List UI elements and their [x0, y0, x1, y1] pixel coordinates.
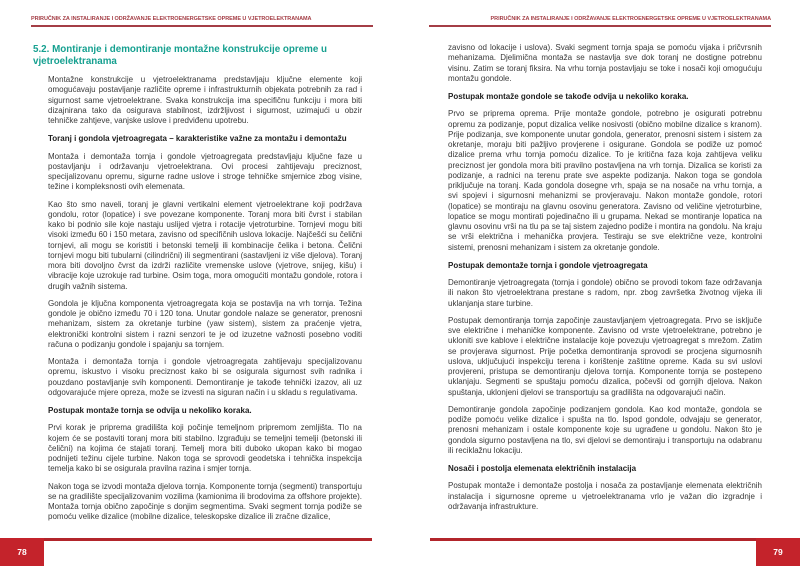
- running-head-left: PRIRUČNIK ZA INSTALIRANJE I ODRŽAVANJE ELEKTROENERGETSKE OPREME U VJETROELEKTRANAMA: [31, 16, 373, 27]
- paragraph: Nakon toga se izvodi montaža djelova tornja. Komponente tornja (segmenti) transportuju se na gradilište specijalizovanim vozilima (kamionima ili brodovima za offshore projekte). Montaža tornja obično započinje s donjim segmentima. Svaki segment tornja podiže se pomoću velike dizalice (mobilne dizalice, teleskopske dizalice ili zračne dizalice,: [48, 481, 362, 522]
- paragraph: Kao što smo naveli, toranj je glavni vertikalni element vjetroelektrane koji podržava gondolu, rotor (lopatice) i sve povezane komponente. Toranj mora biti čvrst i stabilan kako bi podnio sile koje nastaju uslijed vjetra i rotacije vjetroturbine. Tornjevi mogu biti visoki između 60 i 150 metara, zavisno od specifičnih uslova lokacije. Najčešći su čelični tornjevi, ali mogu se koristiti i betonski temelji ili kombinacije čelika i betona. Čelični tornjevi mogu biti tubularni (cilindrični) ili segmentirani (sastavljeni iz više djelova). Toranj mora biti dovoljno čvrst da izdrži različite vremenske uslove (vjetrove, snijeg, kišu) i vibracije koje uzrokuje rad turbine. Osim toga, mora omogućiti montažu gondole, rotora i drugih važnih sistema.: [48, 199, 362, 291]
- subheading: Postupak demontaže tornja i gondole vjetroagregata: [448, 260, 648, 270]
- page-right: [429, 16, 771, 512]
- paragraph: zavisno od lokacije i uslova). Svaki segment tornja spaja se pomoću vijaka i pričvrsnih mehanizama. Djelimična montaža se nastavlja sve dok toranj ne dostigne potrebnu visinu. Zatim se toranj fiksira. Na vrhu tornja postavljaju se toke i nosači koji omogućuju montažu gondole.: [448, 43, 762, 83]
- footer-rule-right: [430, 538, 757, 541]
- page-number-badge-left: 78: [0, 538, 44, 566]
- page-left: [31, 16, 373, 523]
- footer-rule-left: [44, 538, 372, 541]
- page-body-right: [429, 43, 771, 512]
- page-number-badge-right: 79: [756, 538, 800, 566]
- paragraph: Demontiranje vjetroagregata (tornja i gondole) obično se provodi tokom faze održavanja ili nakon što vjetroelektrana prestane s radom, npr. zbog završetka životnog vijeka ili uklanjanja stare turbine.: [448, 278, 762, 308]
- subheading: Toranj i gondola vjetroagregata – karakteristike važne za montažu i demontažu: [48, 134, 347, 144]
- page-body-left: [31, 75, 373, 523]
- running-head-right: PRIRUČNIK ZA INSTALIRANJE I ODRŽAVANJE ELEKTROENERGETSKE OPREME U VJETROELEKTRANAMA: [429, 16, 771, 27]
- section-title: 5.2. Montiranje i demontiranje montažne konstrukcije opreme u vjetroelektranama: [33, 44, 327, 67]
- paragraph: Postupak montaže i demontaže postolja i nosača za postavljanje elemenata električnih instalacija i sigurnosne opreme u vjetroelektranama vrlo je važan dio izgradnje i održavanja infrastrukture.: [448, 481, 762, 511]
- paragraph: Montaža i demontaža tornja i gondole vjetroagregata predstavljaju ključne faze u postavljanju i održavanju vjetroelektrana. Ovi procesi zahtijevaju preciznost, specijalizovanu opremu, sigurne radne uslove i stroge tehničke smjernice zbog visine, težine i kompleksnosti ovih elemenata.: [48, 151, 362, 192]
- paragraph: Montažne konstrukcije u vjetroelektranama predstavljaju ključne elemente koji omogućavaju postavljanje različite opreme i infrastrukturnih objekata potrebnih za rad i sigurnost same vjetroelektrane. Svaka konstrukcija ima specifičnu funkciju i mora biti dizajnirana tako da osigurava stabilnost, izdržljivost i sigurnost, uzimajući u obzir tehničke zahtjeve, vanjske uslove i predviđenu upotrebu.: [48, 75, 362, 126]
- paragraph: Prvi korak je priprema gradilišta koji počinje temeljnom pripremom zemljišta. Tlo na kojem će se postaviti toranj mora biti stabilno. Izgrađuju se temeljni temelji (betonski ili čelični) na kojima će stajati toranj. Temelj mora biti duboko ukopan kako bi mogao podnijeti težinu cijele turbine. Nakon toga se sprovodi geodetska i tehnička inspekcija temelja kako bi se osigurala pravilna razina i smjer tornja.: [48, 423, 362, 474]
- subheading: Postupak montaže gondole se takođe odvija u nekoliko koraka.: [448, 92, 689, 101]
- paragraph: Gondola je ključna komponenta vjetroagregata koja se postavlja na vrh tornja. Težina gondole je obično između 70 i 120 tona. Unutar gondole nalaze se generator, prenosni mehanizam, sistem za okretanje turbine (yaw sistem), sistem za praćenje vjetra, elektronički kontrolni sistem i razni senzori te je od izuzetne važnosti posebno voditi računa o podizanju gondole i spajanju sa tornjem.: [48, 298, 362, 349]
- paragraph: Postupak demontiranja tornja započinje zaustavljanjem vjetroagregata. Prvo se isključe sve električne i mehaničke komponente. Zavisno od vrste vjetroelektrane, potrebno je ukloniti sve kablove i električne instalacije koje povezuju vjetroagregat s mrežom. Zatim se provjerava sigurnost. Prije početka demontiranja sprovodi se procjena sigurnosnih uslova, uključujući inspekciju terena i korištenje zaštitne opreme. Kada su svi uslovi provjereni, pristupa se demontiranju djelova tornja. Komponente tornja se postepeno uklanjaju. Segmenti se spuštaju pomoću dizalica, počevši od gornjih djelova. Nakon spuštanja, uklonjeni djelovi se transportuju sa gradilišta na odgovarajući način.: [448, 315, 762, 397]
- paragraph: Demontiranje gondola započinje podizanjem gondola. Kao kod montaže, gondola se podiže pomoću velike dizalice i spušta na tlo. Ispod gondole, odvajaju se generator, prenosni mehanizam i ostale komponente koje su ugrađene u gondolu. Nakon što je gondola sigurno postavljena na tlo, svi djelovi se demontiraju i transportuju na odabranu ili reciklažnu lokaciju.: [448, 404, 762, 455]
- subheading: Nosači i postolja elemenata električnih instalacija: [448, 464, 637, 473]
- paragraph: Montaža i demontaža tornja i gondole vjetroagregata zahtijevaju specijalizovanu opremu, iskustvo i visoku preciznost kako bi se osigurala sigurnost svih radnika i pouzdano postavljanje svih komponenti. Demontiranje je takođe tehnički izazov, ali uz odgovarajuće mjere opreza, može se izvesti na siguran način i u skladu s regulativama.: [48, 357, 362, 397]
- subheading: Postupak montaže tornja se odvija u nekoliko koraka.: [48, 406, 252, 416]
- paragraph: Prvo se priprema oprema. Prije montaže gondole, potrebno je osigurati potrebnu opremu za podizanje, poput dizalica velike nosivosti (obično mobilne dizalice s kranom). Prije podizanja, sve komponente unutar gondola, generator, prenosni sistem i sistem za okretanje, moraju biti pažljivo provjerene i osigurane. Gondola se podiže uz pomoć dizalice prema vrhu tornja pomoću dizalice. To je kritična faza koja zahtijeva veliku preciznost jer gondola mora biti pravilno postavljena na vrh tornja. Dizalica se koristi za podizanje, a radnici na terenu prate sve aspekte podizanja. Nakon toga se gondola priključuje na toranj. Kada gondola dosegne vrh, spaja se na nosače na vrhu tornja, a svi spojevi i sigurnosni mehanizmi se provjeravaju. Nakon montaže gondole, rotori (lopatice) se montiraju na glavnu osovinu generatora. Zavisno od veličine vjetroturbine, lopatice se mogu montirati pojedinačno ili u grupama. Nekad se montiranje lopatica na glavnu osovinu vrši na tlu pa se taj sistem zajedno podiže i montira na gondolu. Na kraju se vrši električna i mehanička provjera. Testiraju se sve električne veze, kontrolni sistemi, prenosni mehanizam i sistem za okretanje gondole.: [448, 109, 762, 252]
